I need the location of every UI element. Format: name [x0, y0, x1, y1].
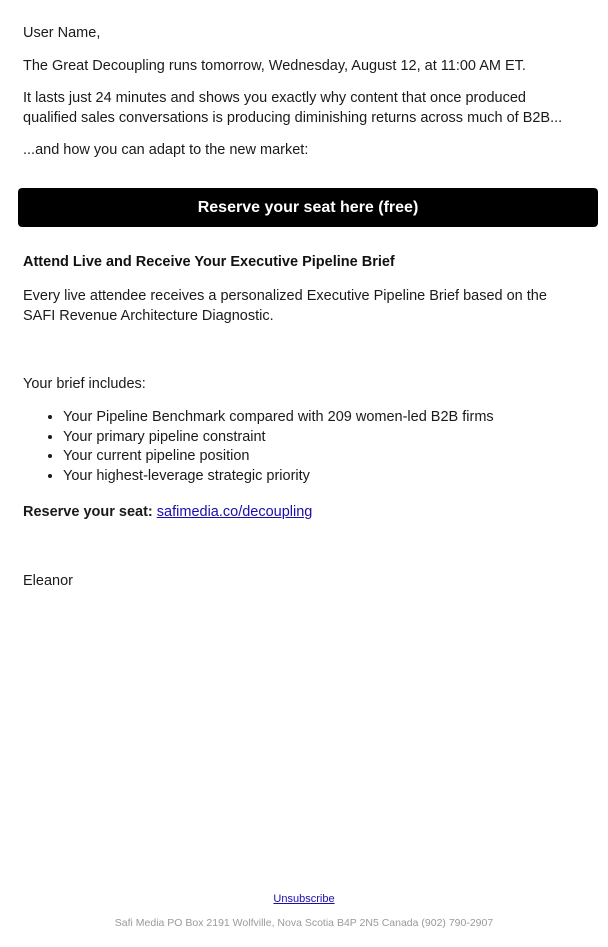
brief-description-line-2: SAFI Revenue Architecture Diagnostic. [23, 308, 274, 324]
description-line-1: It lasts just 24 minutes and shows you exactly why content that once produced [23, 90, 526, 106]
list-item: • Your Pipeline Benchmark compared with 209 women-led B2B firms [63, 408, 494, 428]
signoff: Eleanor [23, 573, 73, 589]
brief-description-line-1: Every live attendee receives a personalized Executive Pipeline Brief based on the [23, 288, 547, 304]
unsubscribe-link[interactable]: Unsubscribe [273, 893, 335, 905]
reserve-seat-button[interactable] [18, 188, 598, 227]
footer-address: Safi Media PO Box 2191 Wolfville, Nova Scotia B4P 2N5 Canada (902) 790-2907 [114, 917, 494, 929]
brief-description-paragraph [23, 286, 588, 326]
adapt-paragraph: ...and how you can adapt to the new market: [23, 142, 309, 158]
event-date-paragraph: The Great Decoupling runs tomorrow, Wednesday, August 12, at 11:00 AM ET. [23, 58, 526, 74]
reserve-seat-link[interactable]: safimedia.co/decoupling [156, 504, 313, 520]
brief-contents-list [23, 408, 494, 486]
reserve-seat-label: Reserve your seat: [23, 504, 153, 520]
list-item: • Your highest-leverage strategic priority [63, 467, 494, 487]
description-line-2: qualified sales conversations is producing diminishing returns across much of B2B... [23, 110, 563, 126]
list-item: • Your current pipeline position [63, 447, 494, 467]
event-description-paragraph [23, 88, 588, 128]
list-item: • Your primary pipeline constraint [63, 428, 494, 448]
reserve-seat-line [23, 502, 588, 522]
unsubscribe-row [0, 892, 608, 906]
section-heading: Attend Live and Receive Your Executive Pipeline Brief [23, 254, 395, 270]
greeting: User Name, [23, 25, 101, 41]
reserve-seat-button-label: Reserve your seat here (free) [197, 198, 419, 216]
brief-intro: Your brief includes: [23, 376, 146, 392]
